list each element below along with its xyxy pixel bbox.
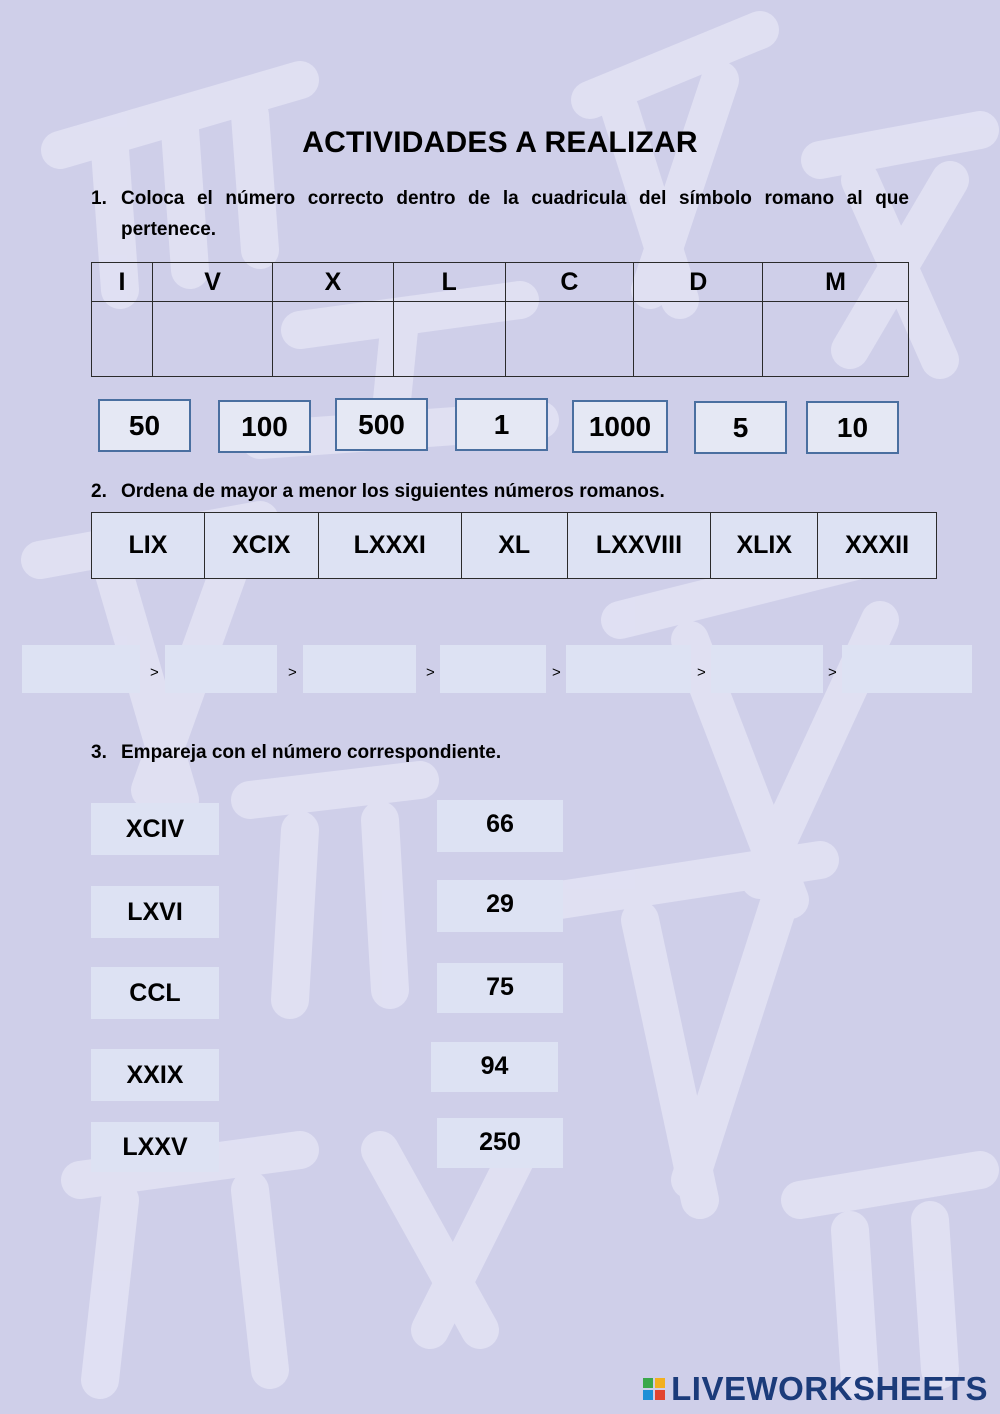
match-roman-item[interactable]: XXIX — [91, 1049, 219, 1101]
header-D: D — [634, 263, 763, 302]
roman-numerals-table — [91, 512, 937, 579]
header-V: V — [152, 263, 272, 302]
header-C: C — [505, 263, 634, 302]
match-number-item[interactable]: 250 — [437, 1118, 563, 1168]
greater-than-sign: > — [828, 664, 837, 681]
order-slot[interactable] — [22, 645, 140, 693]
numeral-cell[interactable]: XL — [461, 513, 567, 579]
greater-than-sign: > — [552, 664, 561, 681]
drop-cell-X[interactable] — [273, 302, 393, 377]
numeral-cell[interactable]: XLIX — [711, 513, 818, 579]
number-option[interactable]: 50 — [98, 399, 191, 452]
number-option[interactable]: 5 — [694, 401, 787, 454]
number-option[interactable]: 100 — [218, 400, 311, 453]
activity-1-number: 1. — [91, 188, 107, 209]
activity-2-number: 2. — [91, 481, 107, 502]
order-slot[interactable] — [566, 645, 691, 693]
activity-2-text: Ordena de mayor a menor los siguientes números romanos. — [121, 481, 665, 502]
drop-cell-L[interactable] — [393, 302, 505, 377]
numeral-cell[interactable]: LXXXI — [318, 513, 461, 579]
drop-cell-M[interactable] — [763, 302, 909, 377]
header-X: X — [273, 263, 393, 302]
match-roman-item[interactable]: LXVI — [91, 886, 219, 938]
activity-3-number: 3. — [91, 742, 107, 763]
header-M: M — [763, 263, 909, 302]
numeral-cell[interactable]: LXXVIII — [567, 513, 711, 579]
activity-3-instruction — [91, 737, 909, 768]
number-option[interactable]: 1 — [455, 398, 548, 451]
greater-than-sign: > — [697, 664, 706, 681]
order-slot[interactable] — [303, 645, 416, 693]
drop-cell-I[interactable] — [92, 302, 153, 377]
number-option[interactable]: 500 — [335, 398, 428, 451]
activity-1-instruction — [91, 183, 909, 245]
match-roman-item[interactable]: LXXV — [91, 1122, 219, 1172]
order-slot[interactable] — [711, 645, 823, 693]
numeral-cell[interactable]: XXXII — [818, 513, 937, 579]
match-number-item[interactable]: 29 — [437, 880, 563, 932]
drop-cell-C[interactable] — [505, 302, 634, 377]
greater-than-sign: > — [288, 664, 297, 681]
header-L: L — [393, 263, 505, 302]
drop-cell-D[interactable] — [634, 302, 763, 377]
drop-cell-V[interactable] — [152, 302, 272, 377]
roman-symbol-grid — [91, 262, 909, 377]
brand-name: LIVEWORKSHEETS — [671, 1370, 988, 1407]
number-option[interactable]: 1000 — [572, 400, 668, 453]
activity-3-text: Empareja con el número correspondiente. — [121, 742, 502, 763]
order-slot[interactable] — [440, 645, 546, 693]
greater-than-sign: > — [426, 664, 435, 681]
match-number-item[interactable]: 94 — [431, 1042, 558, 1092]
liveworksheets-logo[interactable] — [643, 1370, 988, 1408]
numeral-cell[interactable]: LIX — [92, 513, 205, 579]
numeral-cell[interactable]: XCIX — [204, 513, 318, 579]
number-option[interactable]: 10 — [806, 401, 899, 454]
liveworksheets-mark-icon — [643, 1378, 665, 1400]
order-slot[interactable] — [842, 645, 972, 693]
order-slot[interactable] — [165, 645, 277, 693]
header-I: I — [92, 263, 153, 302]
activity-1-text: Coloca el número correcto dentro de la cuadricula del símbolo romano al que pertenece. — [121, 188, 909, 240]
activity-2-instruction — [91, 476, 909, 507]
page-title: ACTIVIDADES A REALIZAR — [302, 126, 698, 159]
greater-than-sign: > — [150, 664, 159, 681]
match-number-item[interactable]: 66 — [437, 800, 563, 852]
match-roman-item[interactable]: CCL — [91, 967, 219, 1019]
match-number-item[interactable]: 75 — [437, 963, 563, 1013]
match-roman-item[interactable]: XCIV — [91, 803, 219, 855]
